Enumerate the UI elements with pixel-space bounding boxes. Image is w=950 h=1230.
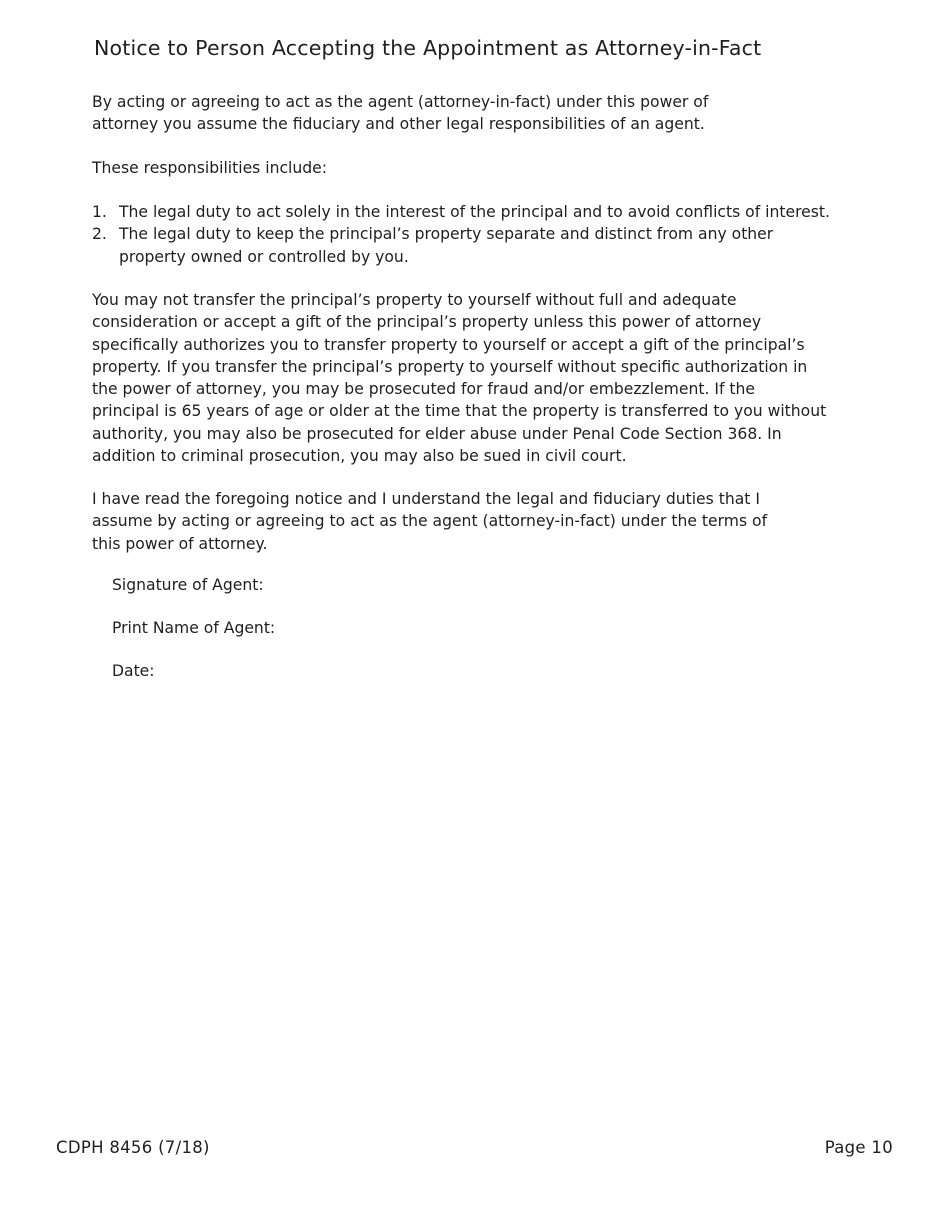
text-line: the power of attorney, you may be prosecuted for fraud and/or embezzlement. If the xyxy=(92,380,756,399)
text-line: I have read the foregoing notice and I understand the legal and fiduciary duties that I xyxy=(92,490,760,508)
date-field[interactable]: Date: xyxy=(112,662,155,680)
text-line: property. If you transfer the principal’s property to yourself without specific authorization in xyxy=(92,357,808,376)
list-item xyxy=(92,201,860,223)
text-line: authority, you may also be prosecuted for elder abuse under Penal Code Section 368. In xyxy=(92,424,782,443)
text-line: consideration or accept a gift of the principal’s property unless this power of attorney xyxy=(92,313,762,332)
text-line: addition to criminal prosecution, you may also be sued in civil court. xyxy=(92,447,627,466)
responsibilities-list xyxy=(92,201,860,268)
list-item xyxy=(92,223,860,268)
responsibilities-heading xyxy=(92,157,860,179)
list-text xyxy=(119,223,773,268)
text-line: These responsibilities include: xyxy=(92,159,328,177)
list-number: 1. xyxy=(92,203,107,221)
print-name-of-agent-field[interactable]: Print Name of Agent: xyxy=(112,619,276,637)
acknowledgement-paragraph xyxy=(92,488,860,555)
text-line: property owned or controlled by you. xyxy=(119,247,409,266)
text-line: attorney you assume the fiduciary and other legal responsibilities of an agent. xyxy=(92,115,705,134)
signature-of-agent-field[interactable]: Signature of Agent: xyxy=(112,576,264,594)
text-line: principal is 65 years of age or older at the time that the property is transferred to you without xyxy=(92,402,827,421)
text-line: The legal duty to act solely in the interest of the principal and to avoid conflicts of interest. xyxy=(119,203,830,221)
page-title: Notice to Person Accepting the Appointment as Attorney-in-Fact xyxy=(94,36,762,60)
text-line: The legal duty to keep the principal’s property separate and distinct from any other xyxy=(119,225,774,244)
text-line: You may not transfer the principal’s property to yourself without full and adequate xyxy=(92,291,737,309)
form-id: CDPH 8456 (7/18) xyxy=(56,1138,210,1157)
list-text xyxy=(119,201,830,223)
text-line: assume by acting or agreeing to act as the agent (attorney-in-fact) under the terms of xyxy=(92,512,768,531)
page-number: Page 10 xyxy=(824,1138,893,1157)
text-line: By acting or agreeing to act as the agent (attorney-in-fact) under this power of xyxy=(92,93,709,111)
list-number: 2. xyxy=(92,225,107,244)
text-line: this power of attorney. xyxy=(92,534,268,553)
transfer-warning-paragraph xyxy=(92,289,860,467)
text-line: specifically authorizes you to transfer property to yourself or accept a gift of the principal’s xyxy=(92,335,805,354)
intro-paragraph xyxy=(92,91,860,136)
